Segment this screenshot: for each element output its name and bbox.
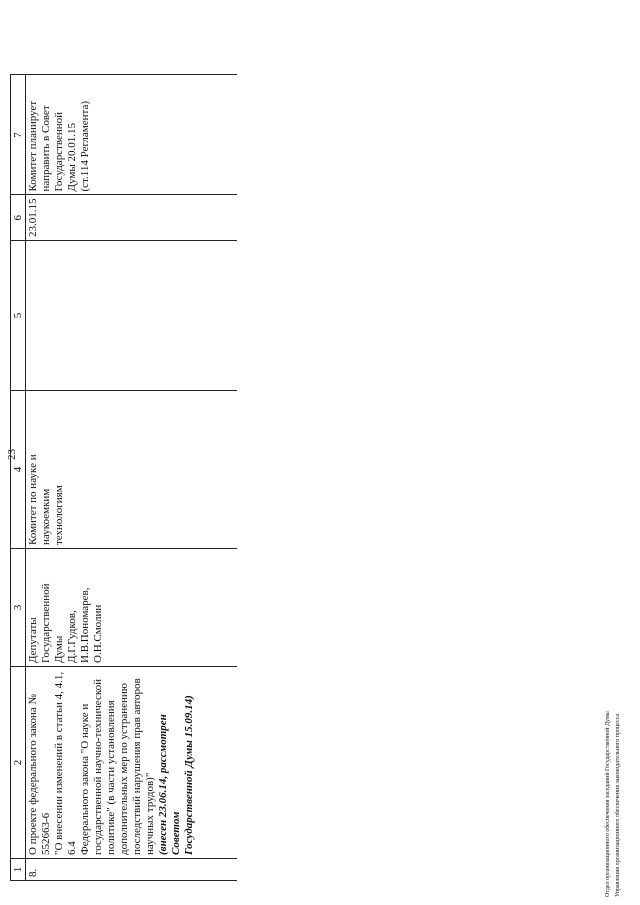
committee-cell: Комитет по науке и наукоемким технологиям — [26, 391, 238, 549]
authors-cell: Депутаты Государственной Думы Д.Г.Гудков, И.В.Пономарев, О.Н.Смолин — [26, 549, 238, 667]
bill-note: (внесен 23.06.14, рассмотрен Советом Государственной Думы 15.09.14) — [157, 695, 195, 855]
legislation-table — [10, 75, 237, 882]
plan-cell: Комитет планирует направить в Совет Государственной Думы 20.01.15 (ст.114 Регламента) — [26, 75, 238, 195]
header-row — [11, 75, 26, 881]
row-number: 8. — [26, 859, 238, 881]
column-5-cell — [26, 241, 238, 391]
column-header: 4 — [11, 391, 26, 549]
page-number: 23 — [6, 449, 18, 460]
table-row — [26, 75, 238, 881]
column-header: 5 — [11, 241, 26, 391]
footer-department: Отдел организационного обеспечения заседаний Государственной Думы — [605, 711, 611, 897]
column-header: 6 — [11, 195, 26, 241]
bill-title: О проекте федерального закона № 552663-6 "О внесении изменений в статьи 4, 4.1, 6.4 Федерального закона "О науке и государственной научно-технической политике" (в части установления дополнительных мер по устранению последствий нарушения прав авторов научных трудов)" — [27, 671, 156, 855]
footer-directorate: Управления организационного обеспечения законодательного процесса — [615, 713, 621, 897]
column-header: 1 — [11, 859, 26, 881]
column-header: 7 — [11, 75, 26, 195]
column-header: 3 — [11, 549, 26, 667]
bill-cell — [26, 667, 238, 859]
column-header: 2 — [11, 667, 26, 859]
date-cell: 23.01.15 — [26, 195, 238, 241]
